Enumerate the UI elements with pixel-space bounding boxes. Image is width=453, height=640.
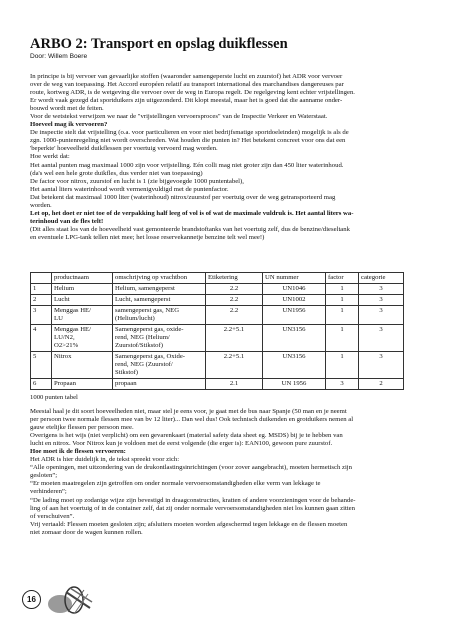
outro-line: Overigens is het wijs (niet verplicht) om een gevarenkaart (material safety data sheet eg. MSDS) bij je te hebben van bbox=[30, 432, 343, 440]
outro-line: “Er moeten maatregelen zijn getroffen om onder normale vervoersomstandigheden elke verm van lekkage te bbox=[30, 480, 321, 488]
outro-line: lucht en nitrox. Voor Nitrox kun je voldoen met de eerst volgende (die erger is): EAN100, gewoon pure zuurstof. bbox=[30, 440, 333, 448]
table-cell: 2.2 bbox=[206, 283, 263, 294]
table-header-cell: productnaam bbox=[52, 272, 113, 283]
table-row bbox=[31, 305, 404, 324]
table-cell: Propaan bbox=[52, 378, 113, 389]
intro-line: route, kortweg ADR, is de wetgeving die vervoer over de weg in Europa regelt. De regelgeving kent echter vrijstellingen. bbox=[30, 89, 355, 97]
table-cell: 6 bbox=[31, 378, 52, 389]
table-cell: 4 bbox=[31, 324, 52, 351]
table-cell: 1 bbox=[326, 351, 359, 378]
table-cell: Helium, samengeperst bbox=[113, 283, 206, 294]
table-cell: 2 bbox=[359, 378, 404, 389]
table-cell: Lucht, samengeperst bbox=[113, 294, 206, 305]
table-header-cell: factor bbox=[326, 272, 359, 283]
outro-line: “Alle openingen, met uitzondering van de drukontlastingsinrichtingen (voor zover aangebracht), moeten hermetisch zijn bbox=[30, 464, 353, 472]
table-cell: propaan bbox=[113, 378, 206, 389]
table-cell: 2.2+5.1 bbox=[206, 351, 263, 378]
intro-line: Hoe werkt dat: bbox=[30, 153, 70, 161]
table-cell: 2.2 bbox=[206, 294, 263, 305]
outro-line: of verschuiven”. bbox=[30, 512, 75, 520]
intro-line: (Dit alles staat los van de hoeveelheid vast gemonteerde brandstoftanks van het voertuig zelf, dus de benzine/dieseltank bbox=[30, 225, 350, 233]
table-cell: 3 bbox=[359, 351, 404, 378]
table-cell: Lucht bbox=[52, 294, 113, 305]
table-cell: Nitrox bbox=[52, 351, 113, 378]
intro-line: Dat betekent dat maximaal 1000 liter (waterinhoud) nitrox/zuurstof per voertuig over de weg getransporteerd mag bbox=[30, 193, 336, 201]
intro-line: (da's wel een hele grote duikfles, dus verder niet van toepassing) bbox=[30, 169, 203, 177]
intro-line: 'beperkte' hoeveelheid duikflessen per voertuig vervoerd mag worden. bbox=[30, 145, 218, 153]
diver-logo-icon bbox=[44, 582, 102, 616]
table-row bbox=[31, 283, 404, 294]
outro-line: Vrij vertaald: Flessen moeten gesloten zijn; afsluiters moeten worden afgeschermd tegen lekkage en de flessen moeten bbox=[30, 520, 348, 528]
intro-line: Er wordt vaak gezegd dat sportduikers zijn uitgezonderd. Dit klopt meestal, maar het is goed dat die aanname onder- bbox=[30, 97, 343, 105]
table-cell: UN1002 bbox=[263, 294, 326, 305]
table-cell: 3 bbox=[326, 378, 359, 389]
outro-line: “De lading moet op zodanige wijze zijn bevestigd in draagconstructies, kratten of andere voorzieningen voor de behande- bbox=[30, 496, 356, 504]
table-cell: Samengeperst gas, Oxide- rend, NEG (Zuurstof/ Stikstof) bbox=[113, 351, 206, 378]
table-cell: 1 bbox=[326, 305, 359, 324]
outro-line: gesloten”; bbox=[30, 472, 58, 480]
table-row bbox=[31, 351, 404, 378]
intro-line: over de weg van toepassing. Het Accord européen relatif au transport international des marchandises dangereuses par bbox=[30, 81, 344, 89]
table-header-cell: UN nummer bbox=[263, 272, 326, 283]
table-cell: 1 bbox=[326, 283, 359, 294]
table-cell: 3 bbox=[359, 305, 404, 324]
table-cell: 3 bbox=[31, 305, 52, 324]
table-cell: Helium bbox=[52, 283, 113, 294]
table-caption: 1000 punten tabel bbox=[30, 393, 78, 401]
intro-line: De factor voor nitrox, zuurstof en lucht is 1 (zie bijgevoegde 1000 puntentabel), bbox=[30, 177, 244, 185]
intro-line: zgn. 1000-puntenregeling niet wordt overschreden. Wat houden die punten in? Het betekent concreet voor ons dat een bbox=[30, 137, 346, 145]
table-header-cell bbox=[31, 272, 52, 283]
table-header-row bbox=[31, 272, 404, 283]
table-cell: 3 bbox=[359, 294, 404, 305]
outro-line: ling of aan het voertuig of in de container zelf, dat zij onder normale vervoersomstandigheden niet los kunnen gaan zitten bbox=[30, 504, 355, 512]
table-cell: UN3156 bbox=[263, 351, 326, 378]
outro-line: verhinderen”; bbox=[30, 488, 67, 496]
intro-line: In principe is bij vervoer van gevaarlijke stoffen (waaronder samengeperste lucht en zuurstof) het ADR voor vervoer bbox=[30, 73, 343, 80]
table-cell: Menggas HE/ LU/N2, O2>21% bbox=[52, 324, 113, 351]
page-number: 16 bbox=[22, 590, 41, 609]
outro-line: per persoon twee normale flessen mee van bv 12 liter)... Dan wel dus! Ook technisch duikenden en grotduikers nemen al bbox=[30, 416, 354, 424]
outro-line: gauw etelijke flessen per persoon mee. bbox=[30, 424, 134, 432]
intro-line: en eventuele LPG-tank tellen niet mee; het losse reservekannetje benzine telt wel mee!) bbox=[30, 233, 265, 241]
table-cell: 2.1 bbox=[206, 378, 263, 389]
table-cell: 2.2+5.1 bbox=[206, 324, 263, 351]
table-cell: UN1046 bbox=[263, 283, 326, 294]
intro-text bbox=[30, 73, 428, 242]
table-cell: 5 bbox=[31, 351, 52, 378]
outro-line: niet zomaar door de wagen kunnen rollen. bbox=[30, 528, 143, 536]
table-row bbox=[31, 324, 404, 351]
table-cell: Samengeperst gas, oxide- rend, NEG (Helium/ Zuurstof/Stikstof) bbox=[113, 324, 206, 351]
table-cell: samengeperst gas, NEG (Helium/lucht) bbox=[113, 305, 206, 324]
intro-line: Voor de wetstekst verwijzen we naar de "vrijstellingen vervoersproces" van de Inspectie Verkeer en Waterstaat. bbox=[30, 113, 328, 121]
intro-line: Hoeveel mag ik vervoeren? bbox=[30, 121, 108, 129]
intro-line: terinhoud van de fles telt! bbox=[30, 217, 104, 225]
intro-line: worden. bbox=[30, 201, 52, 209]
intro-line: De inspectie stelt dat vrijstelling (o.a. voor particulieren en voor niet bedrijfsmatige sportdoeleinden) mogelijk is als de bbox=[30, 129, 349, 137]
table-row bbox=[31, 378, 404, 389]
outro-line: Meestal haal je dit soort hoeveelheden niet, maar stel je eens voor, je gaat met de bus naar Spanje (50 man en je neemt bbox=[30, 407, 347, 415]
table-cell: 3 bbox=[359, 283, 404, 294]
article-author: Door: Willem Boere bbox=[30, 53, 88, 60]
intro-line: Het aantal liters waterinhoud wordt vermenigvuldigd met de puntenfactor. bbox=[30, 185, 229, 193]
table-cell: 3 bbox=[359, 324, 404, 351]
table-cell: 1 bbox=[326, 324, 359, 351]
table-cell: 1 bbox=[31, 283, 52, 294]
table-header-cell: Etiketering bbox=[206, 272, 263, 283]
points-table bbox=[30, 272, 404, 390]
outro-line: Hoe moet ik de flessen vervoeren: bbox=[30, 448, 126, 456]
intro-line: Let op, het doet er niet toe of de verpakking half leeg of vol is of wat de maximale vuldruk is. Het aantal liters wa- bbox=[30, 209, 354, 217]
table-cell: UN3156 bbox=[263, 324, 326, 351]
article bbox=[30, 36, 428, 537]
table-cell: UN 1956 bbox=[263, 378, 326, 389]
table-cell: 2.2 bbox=[206, 305, 263, 324]
table-header-cell: categorie bbox=[359, 272, 404, 283]
table-header-cell: omschrijving op vrachtbon bbox=[113, 272, 206, 283]
page-footer bbox=[22, 578, 102, 618]
outro-text bbox=[30, 408, 428, 537]
intro-line: Het aantal punten mag maximaal 1000 zijn voor vrijstelling. Eén colli mag niet groter zijn dan 450 liter waterinhoud. bbox=[30, 161, 344, 169]
intro-line: bouwd wordt met de feiten. bbox=[30, 105, 104, 113]
outro-line: Het ADR is hier duidelijk in, de tekst spreekt voor zich: bbox=[30, 456, 180, 464]
table-cell: UN1956 bbox=[263, 305, 326, 324]
article-title: ARBO 2: Transport en opslag duikflessen bbox=[30, 36, 288, 52]
table-row bbox=[31, 294, 404, 305]
table-cell: 2 bbox=[31, 294, 52, 305]
table-cell: 1 bbox=[326, 294, 359, 305]
table-cell: Menggas HE/ LU bbox=[52, 305, 113, 324]
